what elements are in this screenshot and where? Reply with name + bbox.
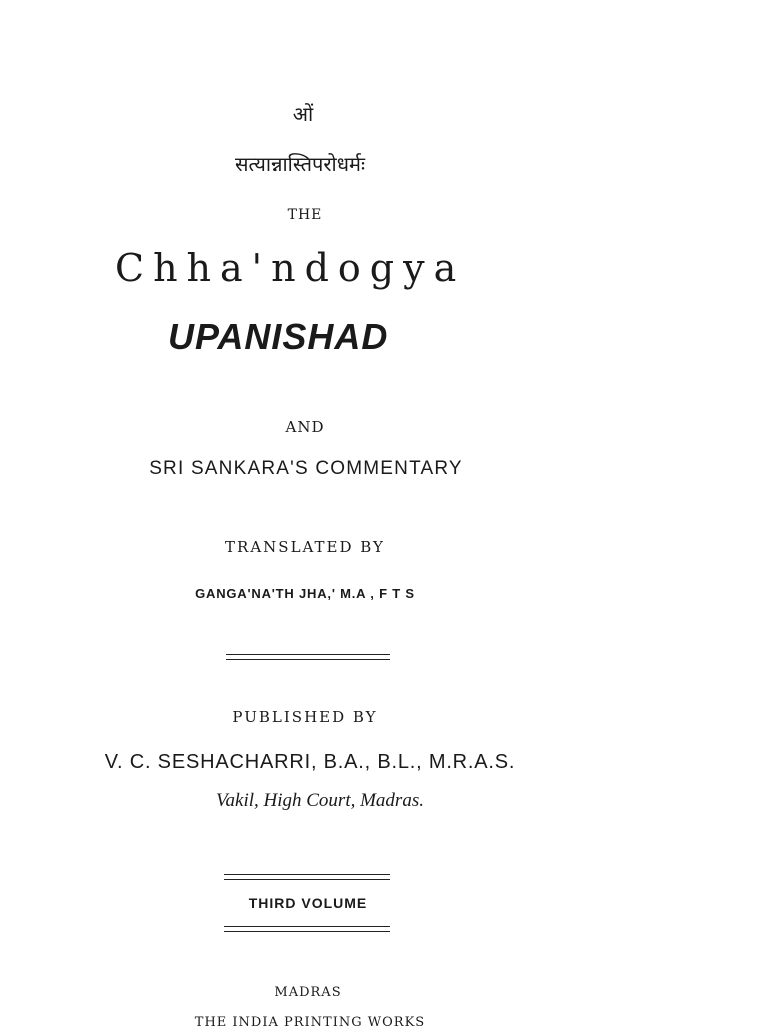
conjunction-and: AND [285, 418, 325, 436]
divider-rule-volume-top-b [224, 879, 390, 880]
translator-name: GANGA'NA'TH JHA,' M.A , F T S [195, 586, 415, 601]
title-article: THE [287, 207, 323, 223]
divider-rule-volume-top-a [224, 874, 390, 875]
publication-city: MADRAS [274, 985, 342, 1000]
book-title-main: UPANISHAD [168, 316, 389, 357]
book-title-gothic: Chha'ndogya [115, 246, 466, 290]
printer-name: THE INDIA PRINTING WORKS [194, 1015, 426, 1030]
sanskrit-motto: सत्यान्नास्तिपरोधर्मः [234, 152, 366, 176]
publisher-name: V. C. SESHACHARRI, B.A., B.L., M.R.A.S. [104, 751, 516, 773]
volume-label: THIRD VOLUME [248, 895, 368, 911]
divider-rule-top-a [226, 654, 390, 655]
translated-by-label: TRANSLATED BY [225, 538, 385, 556]
published-by-label: PUBLISHED BY [232, 708, 378, 726]
divider-rule-volume-bottom-a [224, 926, 390, 927]
invocation-om: ओं [292, 102, 314, 126]
divider-rule-top-b [226, 659, 390, 660]
commentary-subtitle: SRI SANKARA'S COMMENTARY [149, 458, 463, 479]
publisher-designation: Vakil, High Court, Madras. [216, 790, 424, 811]
divider-rule-volume-bottom-b [224, 931, 390, 932]
